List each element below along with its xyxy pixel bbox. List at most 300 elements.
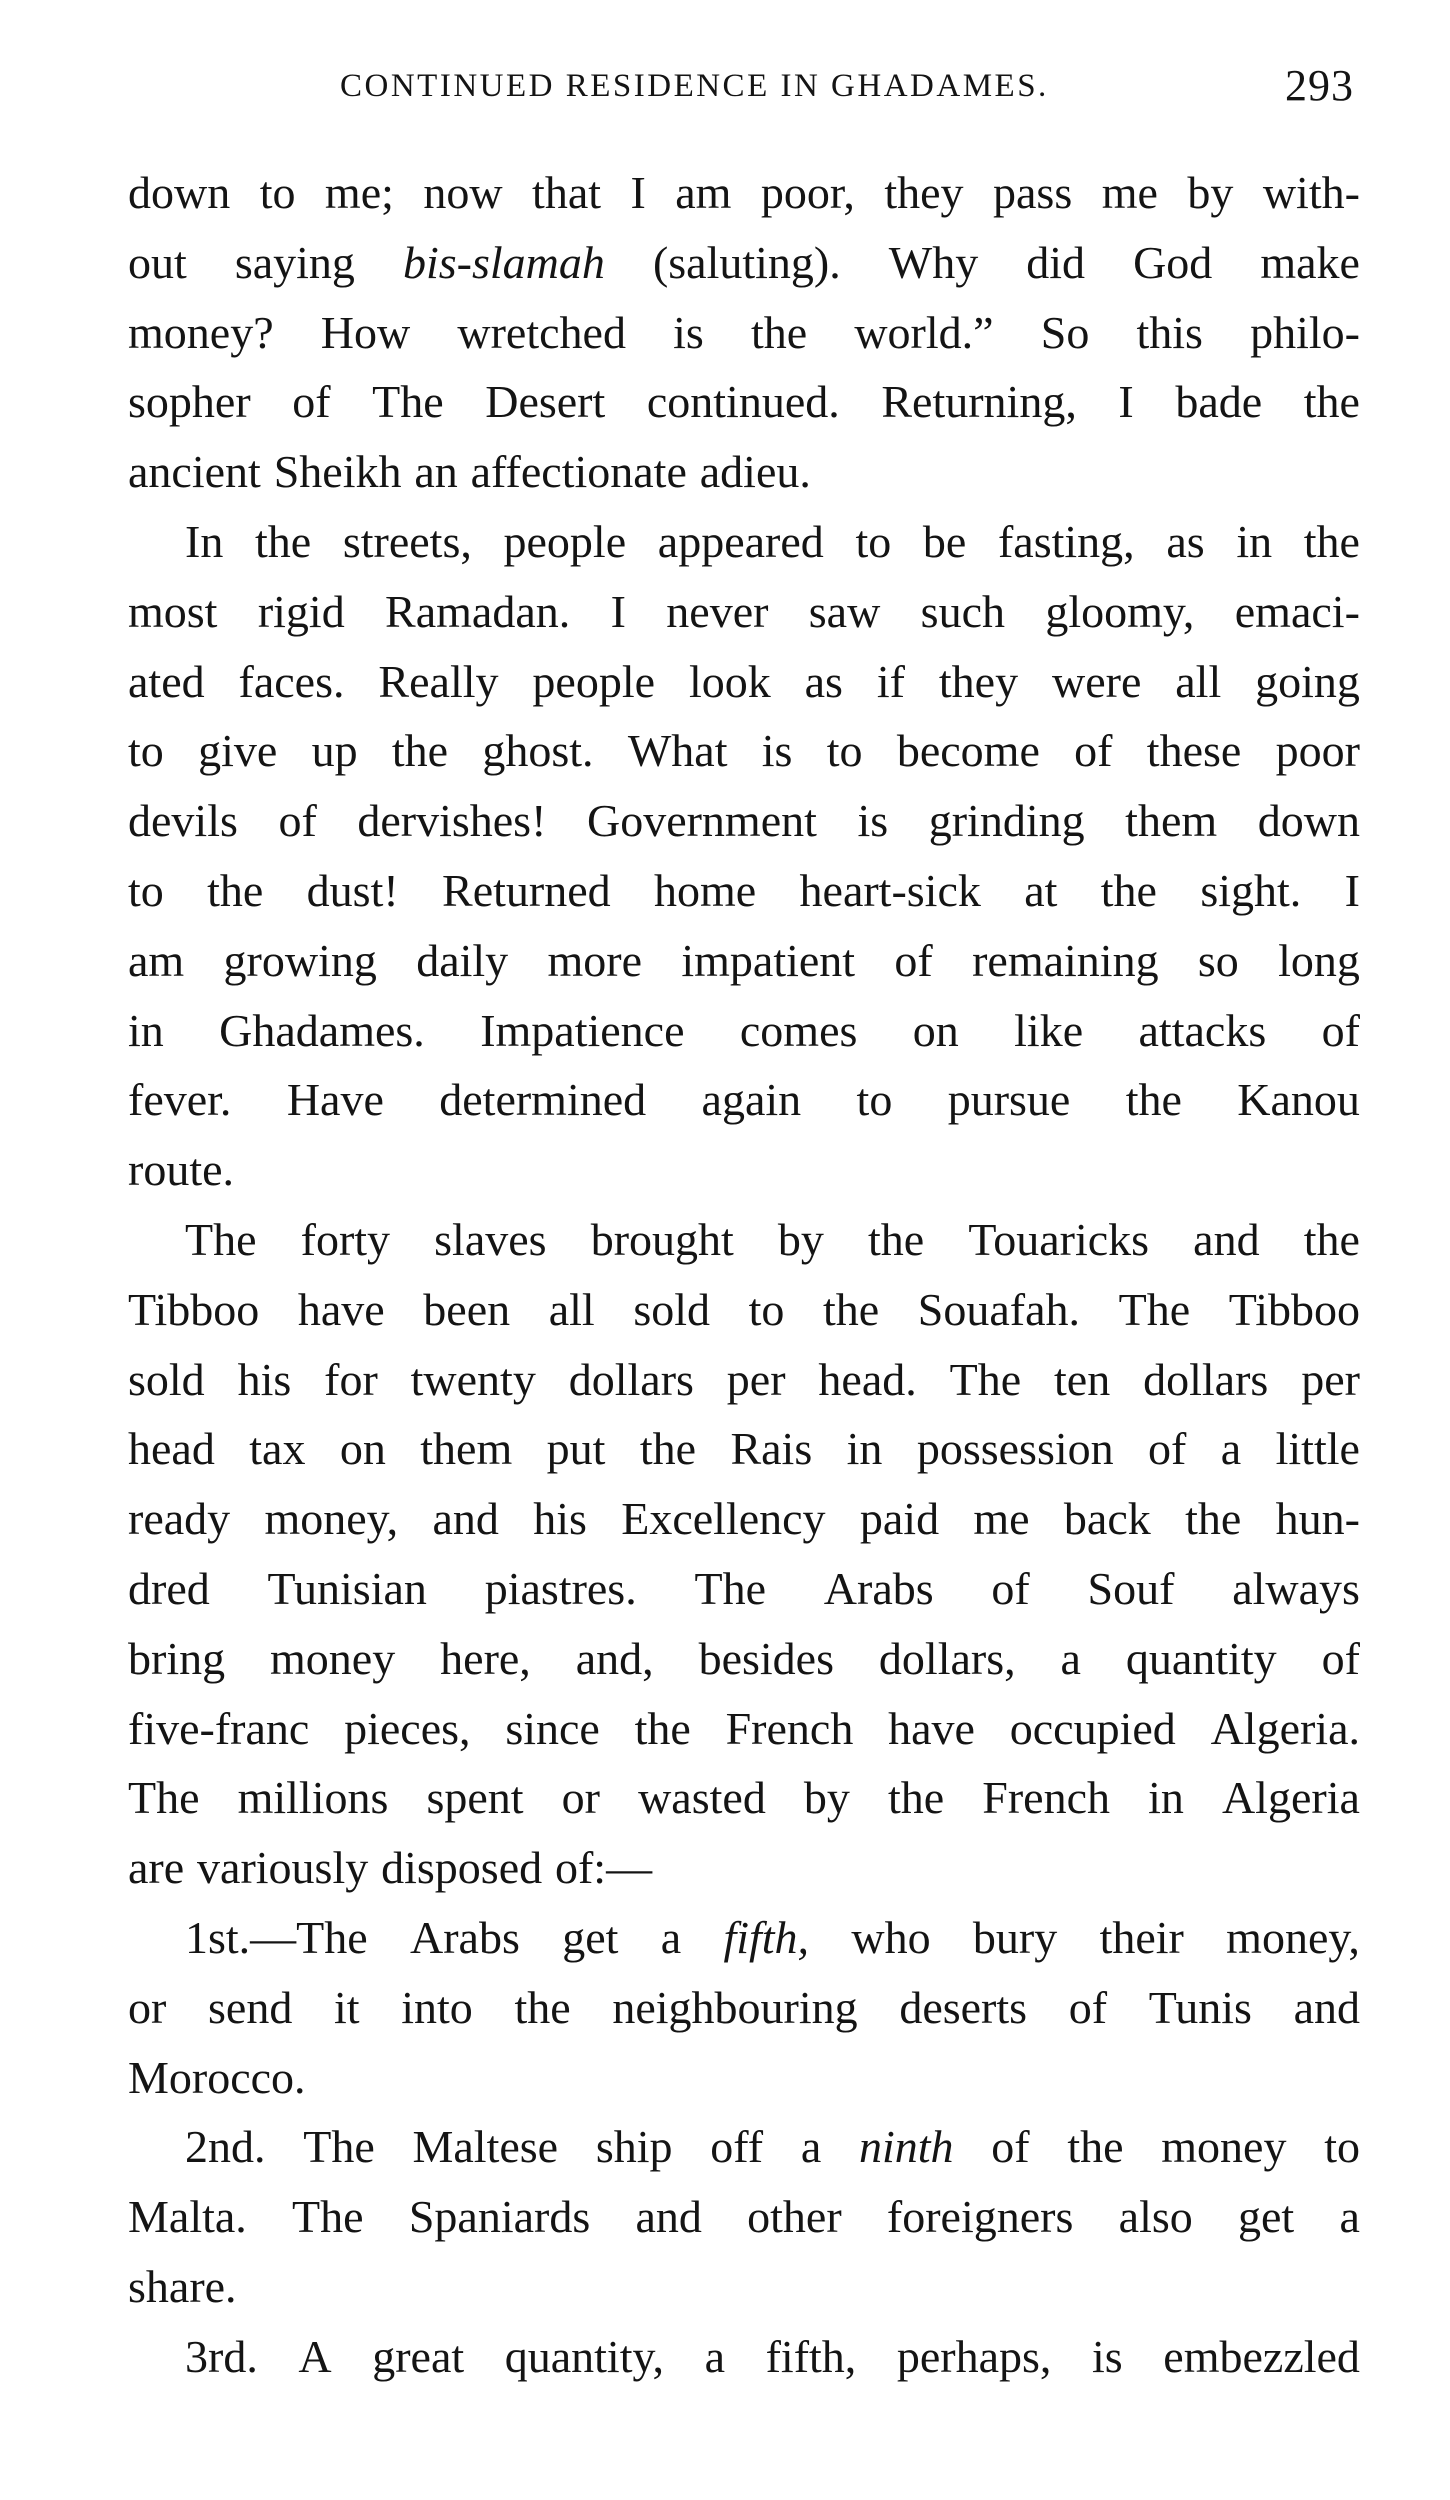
word: me; bbox=[324, 167, 394, 218]
word: become bbox=[896, 725, 1040, 777]
word: people bbox=[503, 515, 627, 567]
word: in bbox=[846, 1423, 883, 1475]
word: as bbox=[1166, 515, 1205, 567]
word: pass bbox=[993, 167, 1073, 218]
word: by bbox=[777, 1213, 824, 1265]
word: out bbox=[128, 236, 187, 288]
word: up bbox=[311, 725, 358, 777]
word: streets, bbox=[342, 515, 472, 567]
text-line bbox=[128, 1624, 1360, 1694]
text-line bbox=[128, 367, 1360, 437]
word: on bbox=[912, 1004, 959, 1056]
word: dollars bbox=[568, 1353, 694, 1405]
word: of bbox=[1148, 1423, 1187, 1475]
word: embezzled bbox=[1163, 2330, 1360, 2382]
word: put bbox=[546, 1423, 606, 1475]
word: of bbox=[1321, 1632, 1360, 1684]
word: dollars, bbox=[878, 1632, 1016, 1684]
word: a bbox=[704, 2330, 726, 2382]
word: perhaps, bbox=[896, 2330, 1052, 2382]
word: appeared bbox=[657, 515, 824, 567]
word: dollars bbox=[1143, 1353, 1269, 1405]
word: Tunis bbox=[1148, 1981, 1252, 2033]
word: The bbox=[303, 2121, 375, 2173]
word: with- bbox=[1262, 167, 1360, 218]
word: the bbox=[514, 1981, 571, 2033]
italic-word: bis-slamah bbox=[402, 236, 605, 288]
text-line bbox=[128, 1833, 1360, 1903]
word: the bbox=[639, 1423, 697, 1475]
word: twenty bbox=[410, 1353, 536, 1405]
word: to bbox=[128, 864, 164, 916]
word: brought bbox=[590, 1213, 734, 1265]
word: occupied bbox=[1009, 1702, 1176, 1754]
word: most bbox=[128, 585, 218, 637]
text-line bbox=[128, 996, 1360, 1066]
word: Excellency bbox=[621, 1493, 826, 1545]
word: sight. bbox=[1200, 864, 1302, 916]
word: fasting, bbox=[997, 515, 1135, 567]
word: millions bbox=[237, 1772, 389, 1824]
text-line bbox=[128, 298, 1360, 368]
word: the bbox=[750, 306, 808, 358]
word: am bbox=[128, 934, 185, 986]
word: gloomy, bbox=[1045, 585, 1195, 637]
text-line bbox=[128, 786, 1360, 856]
word: neighbouring bbox=[612, 1981, 858, 2033]
word: make bbox=[1260, 236, 1360, 288]
word: is bbox=[673, 306, 704, 358]
word: look bbox=[688, 655, 771, 707]
text-line bbox=[128, 2252, 1360, 2322]
word: me bbox=[973, 1493, 1030, 1545]
word: such bbox=[920, 585, 1005, 637]
word: have bbox=[888, 1702, 975, 1754]
word: and bbox=[432, 1493, 499, 1545]
word: the bbox=[1100, 864, 1157, 916]
word: besides bbox=[698, 1632, 834, 1684]
word: the bbox=[207, 864, 264, 916]
word: been bbox=[423, 1283, 511, 1335]
word: 3rd. bbox=[185, 2330, 258, 2382]
word: a bbox=[1060, 1632, 1081, 1684]
word: or bbox=[561, 1772, 600, 1824]
word: them bbox=[1125, 795, 1218, 847]
word: adieu. bbox=[699, 446, 811, 498]
word: the bbox=[1185, 1493, 1242, 1545]
word: So bbox=[1040, 306, 1090, 358]
word: on bbox=[339, 1423, 386, 1475]
text-line bbox=[128, 1205, 1360, 1275]
word: head bbox=[128, 1423, 215, 1475]
word: off bbox=[710, 2121, 764, 2173]
word: The bbox=[372, 376, 444, 428]
running-head bbox=[130, 62, 1360, 122]
word: the bbox=[634, 1702, 691, 1754]
word: give bbox=[198, 725, 278, 777]
word: other bbox=[747, 2191, 842, 2243]
text-line bbox=[128, 2043, 1360, 2113]
word: to bbox=[748, 1283, 785, 1335]
word: by bbox=[803, 1772, 850, 1824]
word: dust! bbox=[306, 864, 399, 916]
word: hun- bbox=[1275, 1493, 1360, 1545]
word: Kanou bbox=[1237, 1074, 1360, 1126]
word: sold bbox=[633, 1283, 710, 1335]
word: is bbox=[761, 725, 793, 777]
word: Impatience bbox=[480, 1004, 685, 1056]
word: French bbox=[725, 1702, 854, 1754]
text-line bbox=[128, 1903, 1360, 1973]
word: long bbox=[1278, 934, 1360, 986]
word: variously bbox=[197, 1842, 369, 1894]
word: Tibboo bbox=[1228, 1283, 1360, 1335]
word: down bbox=[1257, 795, 1360, 847]
word: get bbox=[1238, 2191, 1295, 2243]
word: money, bbox=[1226, 1911, 1360, 1963]
word: me bbox=[1101, 167, 1158, 218]
text-line bbox=[128, 716, 1360, 786]
word: of bbox=[1068, 1981, 1108, 2033]
word: remaining bbox=[972, 934, 1159, 986]
word: French bbox=[982, 1772, 1111, 1824]
word: now bbox=[423, 167, 503, 218]
text-line bbox=[128, 507, 1360, 577]
word: paid bbox=[859, 1493, 940, 1545]
word: I bbox=[630, 167, 646, 218]
word: Have bbox=[286, 1074, 384, 1126]
word: be bbox=[922, 515, 967, 567]
word: are bbox=[128, 1842, 185, 1894]
text-line bbox=[128, 1135, 1360, 1205]
word: Why bbox=[888, 236, 979, 288]
text-line bbox=[128, 2182, 1360, 2252]
text-line bbox=[128, 1484, 1360, 1554]
italic-word: fifth, bbox=[723, 1911, 810, 1963]
word: Ghadames. bbox=[219, 1004, 425, 1056]
word: 1st.—The bbox=[185, 1911, 368, 1963]
word: or bbox=[128, 1981, 167, 2033]
word: send bbox=[208, 1981, 293, 2033]
word: per bbox=[1301, 1353, 1360, 1405]
text-line bbox=[128, 1694, 1360, 1764]
word: the bbox=[1303, 1213, 1360, 1265]
text-line bbox=[128, 647, 1360, 717]
word: foreigners bbox=[886, 2191, 1074, 2243]
word: since bbox=[505, 1702, 600, 1754]
word: quantity bbox=[1125, 1632, 1277, 1684]
word: in bbox=[128, 1004, 164, 1056]
text-line bbox=[128, 2112, 1360, 2182]
word: down bbox=[128, 167, 231, 218]
word: Touaricks bbox=[968, 1213, 1150, 1265]
word: a bbox=[1339, 2191, 1360, 2243]
word: the bbox=[391, 725, 449, 777]
word: How bbox=[320, 306, 411, 358]
word: poor, bbox=[760, 167, 855, 218]
word: the bbox=[868, 1213, 925, 1265]
text-line bbox=[128, 856, 1360, 926]
word: Maltese bbox=[412, 2121, 559, 2173]
word: never bbox=[666, 585, 769, 637]
word: all bbox=[548, 1283, 595, 1335]
word: saw bbox=[808, 585, 881, 637]
word: money? bbox=[128, 306, 274, 358]
word: get bbox=[562, 1911, 619, 1963]
word: also bbox=[1118, 2191, 1193, 2243]
word: Tibboo bbox=[128, 1283, 260, 1335]
word: devils bbox=[128, 795, 238, 847]
word: Morocco. bbox=[128, 2051, 306, 2103]
word: great bbox=[372, 2330, 465, 2382]
word: deserts bbox=[899, 1981, 1028, 2033]
word: they bbox=[938, 655, 1019, 707]
word: is bbox=[1092, 2330, 1123, 2382]
word: spent bbox=[426, 1772, 524, 1824]
word: In bbox=[185, 515, 224, 567]
word: all bbox=[1175, 655, 1222, 707]
word: The bbox=[949, 1353, 1022, 1405]
word: of bbox=[278, 795, 317, 847]
word: to bbox=[855, 515, 892, 567]
word: the bbox=[254, 515, 312, 567]
word: this bbox=[1136, 306, 1203, 358]
word: growing bbox=[223, 934, 377, 986]
word: Malta. bbox=[128, 2191, 247, 2243]
word: five-franc bbox=[128, 1702, 310, 1754]
word: little bbox=[1275, 1423, 1360, 1475]
word: money, bbox=[264, 1493, 399, 1545]
word: God bbox=[1133, 236, 1213, 288]
word: comes bbox=[739, 1004, 858, 1056]
word: that bbox=[532, 167, 602, 218]
word: heart-sick bbox=[799, 864, 981, 916]
word: dred bbox=[128, 1562, 210, 1614]
word: again bbox=[701, 1074, 802, 1126]
text-line bbox=[128, 1554, 1360, 1624]
word: Rais bbox=[730, 1423, 813, 1475]
word: always bbox=[1232, 1562, 1360, 1614]
word: a bbox=[660, 1911, 682, 1963]
word: to bbox=[826, 725, 863, 777]
word: Souafah. bbox=[917, 1283, 1081, 1335]
word: Government bbox=[586, 795, 817, 847]
word: world.” bbox=[854, 306, 994, 358]
text-line bbox=[128, 1275, 1360, 1345]
word: route. bbox=[128, 1144, 235, 1196]
word: Souf bbox=[1087, 1562, 1175, 1614]
word: (saluting). bbox=[652, 236, 841, 288]
word: like bbox=[1014, 1004, 1084, 1056]
text-line bbox=[128, 1414, 1360, 1484]
word: for bbox=[324, 1353, 378, 1405]
word: slaves bbox=[434, 1213, 547, 1265]
text-line bbox=[128, 228, 1360, 298]
word: ghost. bbox=[482, 725, 594, 777]
text-line bbox=[128, 1345, 1360, 1415]
word: going bbox=[1255, 655, 1360, 707]
word: attacks bbox=[1138, 1004, 1267, 1056]
word: rigid bbox=[257, 585, 345, 637]
word: the bbox=[1067, 2121, 1124, 2173]
word: Desert bbox=[485, 376, 606, 428]
word: the bbox=[1303, 515, 1360, 567]
word: Spaniards bbox=[408, 2191, 591, 2243]
word: Arabs bbox=[410, 1911, 520, 1963]
word: bring bbox=[128, 1632, 226, 1684]
word: the bbox=[822, 1283, 880, 1335]
word: of bbox=[991, 2121, 1030, 2173]
word: Arabs bbox=[823, 1562, 934, 1614]
word: quantity, bbox=[504, 2330, 665, 2382]
word: the bbox=[1303, 376, 1360, 428]
word: I bbox=[610, 585, 626, 637]
word: home bbox=[653, 864, 757, 916]
word: the bbox=[887, 1772, 945, 1824]
word: disposed bbox=[381, 1842, 543, 1894]
text-line bbox=[128, 1973, 1360, 2043]
word: people bbox=[532, 655, 656, 707]
text-line bbox=[128, 437, 1360, 507]
word: faces. bbox=[238, 655, 345, 707]
word: were bbox=[1051, 655, 1142, 707]
word: so bbox=[1197, 934, 1239, 986]
word: Tunisian bbox=[267, 1562, 427, 1614]
word: The bbox=[694, 1562, 766, 1614]
word: these bbox=[1146, 725, 1242, 777]
word: ancient bbox=[128, 446, 261, 498]
word: determined bbox=[439, 1074, 647, 1126]
word: have bbox=[297, 1283, 385, 1335]
word: What bbox=[627, 725, 728, 777]
word: to bbox=[1324, 2121, 1360, 2173]
word: ready bbox=[128, 1493, 231, 1545]
word: by bbox=[1187, 167, 1234, 218]
running-title: CONTINUED RESIDENCE IN GHADAMES. bbox=[340, 68, 1049, 104]
word: as bbox=[804, 655, 843, 707]
word: daily bbox=[416, 934, 509, 986]
word: The bbox=[292, 2191, 364, 2243]
italic-word: ninth bbox=[858, 2121, 954, 2173]
word: Sheikh bbox=[273, 446, 402, 498]
word: ated bbox=[128, 655, 205, 707]
word: share. bbox=[128, 2260, 237, 2312]
word: and, bbox=[575, 1632, 654, 1684]
word: The bbox=[185, 1213, 257, 1265]
word: fifth, bbox=[765, 2330, 857, 2382]
word: the bbox=[1125, 1074, 1182, 1126]
word: his bbox=[237, 1353, 292, 1405]
word: philo- bbox=[1250, 306, 1360, 358]
text-line bbox=[128, 577, 1360, 647]
word: Algeria. bbox=[1210, 1702, 1360, 1754]
word: back bbox=[1063, 1493, 1151, 1545]
word: possession bbox=[916, 1423, 1114, 1475]
word: pursue bbox=[947, 1074, 1071, 1126]
word: poor bbox=[1275, 725, 1360, 777]
word: them bbox=[420, 1423, 513, 1475]
word: dervishes! bbox=[357, 795, 547, 847]
word: to bbox=[259, 167, 296, 218]
word: in bbox=[1236, 515, 1273, 567]
word: to bbox=[128, 725, 164, 777]
word: their bbox=[1099, 1911, 1184, 1963]
word: in bbox=[1148, 1772, 1184, 1824]
word: of bbox=[1321, 1004, 1360, 1056]
word: grinding bbox=[928, 795, 1085, 847]
word: emaci- bbox=[1234, 585, 1360, 637]
word: of:— bbox=[554, 1842, 653, 1894]
word: ship bbox=[595, 2121, 673, 2173]
word: bury bbox=[972, 1911, 1058, 1963]
word: sold bbox=[128, 1353, 205, 1405]
word: 2nd. bbox=[185, 2121, 266, 2173]
word: per bbox=[726, 1353, 786, 1405]
word: Ramadan. bbox=[385, 585, 571, 637]
word: if bbox=[876, 655, 905, 707]
word: his bbox=[533, 1493, 587, 1545]
word: and bbox=[635, 2191, 702, 2243]
word: piastres. bbox=[484, 1562, 637, 1614]
word: it bbox=[334, 1981, 360, 2033]
text-line bbox=[128, 1065, 1360, 1135]
word: of bbox=[1074, 725, 1113, 777]
word: wasted bbox=[638, 1772, 766, 1824]
word: to bbox=[856, 1074, 893, 1126]
word: I bbox=[1344, 864, 1360, 916]
word: of bbox=[991, 1562, 1030, 1614]
word: who bbox=[851, 1911, 931, 1963]
word: Returning, bbox=[881, 376, 1077, 428]
word: impatient bbox=[681, 934, 856, 986]
word: The bbox=[1118, 1283, 1191, 1335]
word: at bbox=[1024, 864, 1058, 916]
word: The bbox=[128, 1772, 200, 1824]
text-line bbox=[128, 158, 1360, 228]
word: Algeria bbox=[1221, 1772, 1360, 1824]
word: money bbox=[1161, 2121, 1287, 2173]
word: Returned bbox=[442, 864, 611, 916]
text-line bbox=[128, 1763, 1360, 1833]
word: of bbox=[292, 376, 331, 428]
word: and bbox=[1193, 1213, 1260, 1265]
word: here, bbox=[440, 1632, 531, 1684]
word: forty bbox=[300, 1213, 391, 1265]
word: they bbox=[884, 167, 964, 218]
text-line bbox=[128, 2322, 1360, 2392]
word: tax bbox=[249, 1423, 306, 1475]
word: a bbox=[1220, 1423, 1242, 1475]
word: a bbox=[800, 2121, 822, 2173]
word: affectionate bbox=[470, 446, 687, 498]
word: pieces, bbox=[344, 1702, 471, 1754]
word: of bbox=[894, 934, 933, 986]
word: wretched bbox=[457, 306, 626, 358]
word: bade bbox=[1175, 376, 1263, 428]
word: and bbox=[1293, 1981, 1360, 2033]
word: am bbox=[675, 167, 732, 218]
word: money bbox=[270, 1632, 396, 1684]
word: is bbox=[857, 795, 889, 847]
word: an bbox=[414, 446, 458, 498]
word: more bbox=[547, 934, 643, 986]
page-number: 293 bbox=[1285, 61, 1354, 110]
word: fever. bbox=[128, 1074, 232, 1126]
word: I bbox=[1118, 376, 1134, 428]
word: did bbox=[1026, 236, 1086, 288]
word: Really bbox=[378, 655, 499, 707]
word: sopher bbox=[128, 376, 251, 428]
